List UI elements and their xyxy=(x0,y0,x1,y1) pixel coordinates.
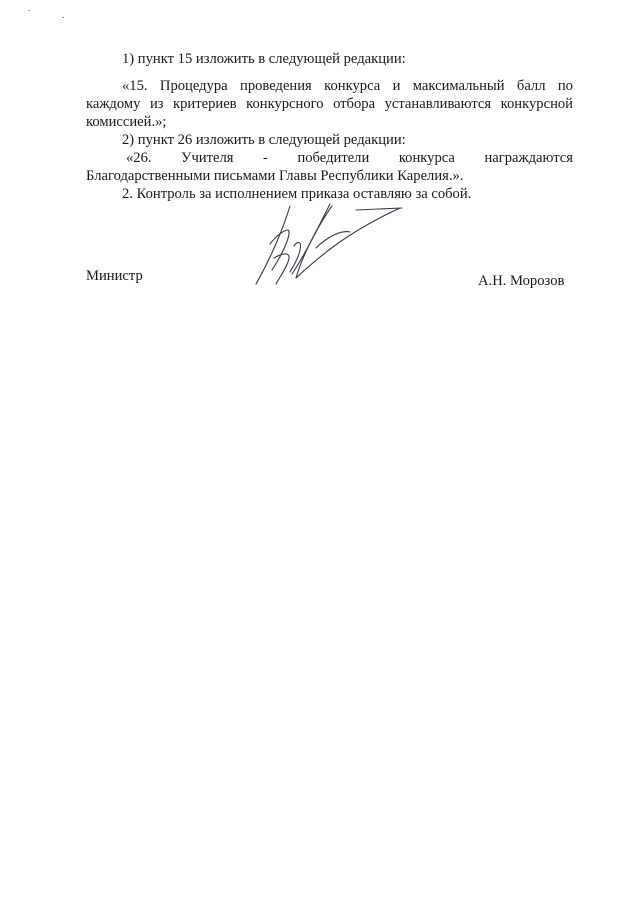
scan-speck xyxy=(62,17,64,18)
word: награждаются xyxy=(484,150,573,166)
word: критериев xyxy=(173,96,237,112)
word: конкурса xyxy=(324,78,381,94)
item2-intro: 2) пункт 26 изложить в следующей редакции: xyxy=(122,132,406,148)
item2-quote-line1 xyxy=(126,149,573,167)
word: Учителя xyxy=(181,150,234,166)
word: максимальный xyxy=(412,78,505,94)
word: отбора xyxy=(333,96,376,112)
control-clause: 2. Контроль за исполнением приказа оставляю за собой. xyxy=(122,186,472,202)
word: проведения xyxy=(240,78,312,94)
word: - xyxy=(263,150,268,166)
word: Процедура xyxy=(159,78,228,94)
word: балл xyxy=(516,78,546,94)
item1-quote-line3: комиссией.»; xyxy=(86,114,167,130)
word: конкурса xyxy=(398,150,455,166)
word: каждому xyxy=(86,96,141,112)
item2-quote-line2: Благодарственными письмами Главы Республики Карелия.». xyxy=(86,168,464,184)
item1-quote-line1 xyxy=(122,77,573,95)
word: «26. xyxy=(126,150,152,166)
word: победители xyxy=(297,150,370,166)
signer-position: Министр xyxy=(86,268,143,284)
word: из xyxy=(149,96,164,112)
word: конкурсного xyxy=(246,96,324,112)
word: «15. xyxy=(122,78,148,94)
scan-speck xyxy=(28,10,30,11)
handwritten-signature xyxy=(232,196,412,296)
word: и xyxy=(392,78,401,94)
word: устанавливаются xyxy=(384,96,492,112)
item1-intro: 1) пункт 15 изложить в следующей редакции: xyxy=(122,51,406,67)
item1-quote-line2 xyxy=(86,95,573,113)
word: по xyxy=(557,78,573,94)
word: конкурсной xyxy=(500,96,573,112)
signer-name: А.Н. Морозов xyxy=(478,273,565,289)
